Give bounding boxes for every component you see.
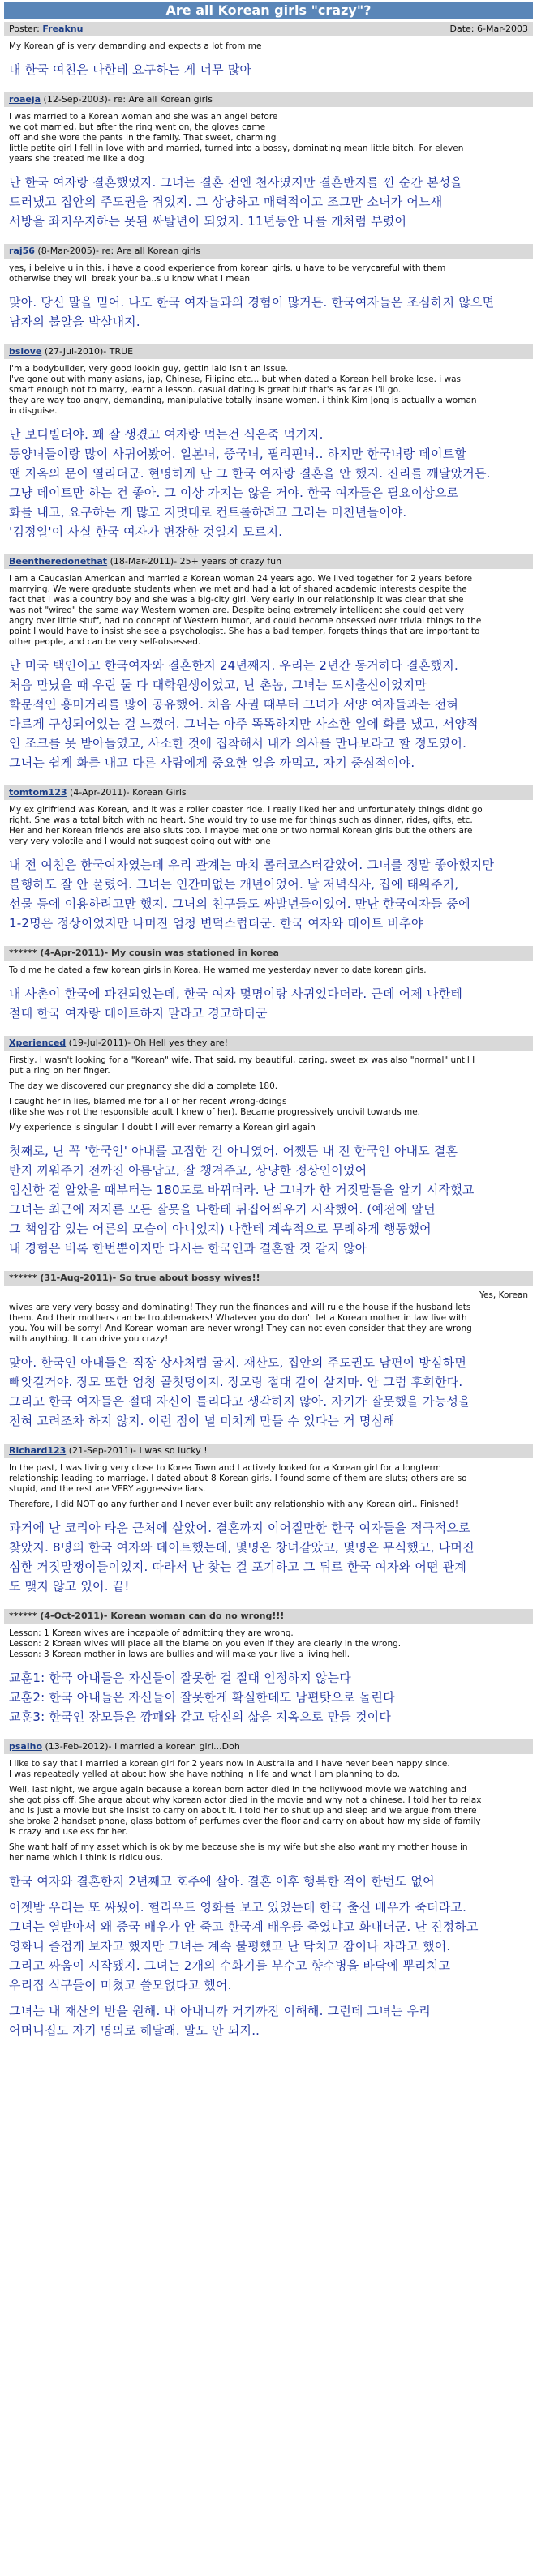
reply-korean-line: 난 미국 백인이고 한국여자와 결혼한지 24년째지. 우리는 2년간 동거하다 결혼했지.	[9, 658, 458, 673]
reply-english-text	[4, 364, 533, 417]
original-post	[4, 41, 533, 88]
reply-korean-line: 그녀는 최근에 저지른 모든 잘못을 나한테 뒤집어씌우기 시작했어. (예전에 알던	[9, 1202, 436, 1217]
reply-korean-line: 그녀는 열받아서 왜 중국 배우가 안 죽고 한국계 배우를 죽였냐고 화내더군. 난 진정하고	[9, 1919, 479, 1934]
reply-date-subject: (13-Feb-2012)- I married a korean girl...Doh	[42, 1741, 240, 1752]
reply-date-subject: ****** (4-Oct-2011)- Korean woman can do no wrong!!!	[9, 1611, 285, 1621]
reply-date-subject: (27-Jul-2010)- TRUE	[41, 346, 134, 357]
reply-korean-line: 내 전 여친은 한국여자였는데 우리 관계는 마치 롤러코스터같았어. 그녀를 정말 좋아했지만	[9, 858, 495, 872]
reply-korean-line: 그녀는 쉽게 화를 내고 다른 사람에게 중요한 일을 까먹고, 자기 중심적이야.	[9, 755, 415, 770]
reply-korean-line: 영화니 즐겁게 보자고 했지만 그녀는 계속 불평했고 난 닥치고 잠이나 자라고 했어.	[9, 1939, 451, 1953]
reply-english-text	[4, 1463, 533, 1510]
reply-korean-translation	[4, 169, 533, 239]
reply-post	[4, 1036, 533, 1266]
reply-english-paragraph: Lesson: 1 Korean wives are incapable of admitting they are wrong. Lesson: 2 Korean wives will place all the blame on you even if they are clearly in the wrong. Lesson: 3 Korean mother in laws are bullies and will make your live a living hell.	[9, 1628, 402, 1659]
reply-korean-line: 어머니집도 자기 명의로 해달래. 말도 안 되지..	[9, 2023, 260, 2038]
reply-post	[4, 554, 533, 781]
reply-korean-translation	[4, 653, 533, 781]
reply-korean-translation	[4, 421, 533, 550]
reply-english-paragraph: She want half of my asset which is ok by me because she is my wife but she also want my mother house in her name which I think is ridiculous.	[9, 1842, 468, 1863]
reply-post	[4, 785, 533, 941]
reply-post	[4, 1609, 533, 1735]
reply-author-link[interactable]: psaiho	[9, 1741, 43, 1752]
post-korean-translation	[4, 57, 533, 88]
reply-korean-line: 그냥 데이트만 하는 건 좋아. 그 이상 가지는 않을 거야. 한국 여자들은 필요이상으로	[9, 486, 459, 500]
thread-meta-bar	[4, 22, 533, 36]
reply-english-text	[4, 1628, 533, 1660]
reply-korean-line: 드러냈고 집안의 주도권을 쥐었지. 그 상냥하고 매력적이고 조그만 소녀가 어느새	[9, 195, 443, 209]
reply-korean-line: 그녀는 내 재산의 반을 원해. 내 아내니까 거기까진 이해해. 그런데 그녀는 우리	[9, 2004, 431, 2018]
reply-korean-line: 동양녀들이랑 많이 사귀어봤어. 일본녀, 중국녀, 필리핀녀.. 하지만 한국녀랑 데이트할	[9, 447, 467, 461]
reply-korean-line: 처음 만났을 때 우린 둘 다 대학원생이었고, 난 촌놈, 그녀는 도시출신이었지만	[9, 678, 427, 692]
reply-english-paragraph: My experience is singular. I doubt I will ever remarry a Korean girl again	[9, 1123, 316, 1132]
reply-english-paragraph: The day we discovered our pregnancy she did a complete 180.	[9, 1081, 278, 1091]
reply-korean-line: 그리고 싸움이 시작됐지. 그녀는 2개의 수화기를 부수고 향수병을 바닥에 뿌리치고	[9, 1958, 451, 1973]
reply-english-paragraph: I like to say that I married a korean girl for 2 years now in Australia and I have never been happy since. I was repeatedly yelled at about how she have nothing in life and what I am planning to do.	[9, 1759, 450, 1779]
reply-korean-line: 도 맺지 않고 있어. 끝!	[9, 1579, 130, 1594]
reply-post	[4, 344, 533, 550]
reply-korean-line: 다르게 구성되어있는 걸 느꼈어. 그녀는 아주 똑똑하지만 사소한 일에 화를 냈고, 서양적	[9, 717, 479, 731]
reply-header	[4, 785, 533, 800]
reply-header	[4, 554, 533, 569]
reply-korean-line: 교훈3: 한국인 장모들은 깡패와 같고 당신의 삶을 지옥으로 만들 것이다	[9, 1709, 392, 1724]
reply-english-paragraph: I'm a bodybuilder, very good lookin guy, gettin laid isn't an issue. I've gone out with many asians, jap, Chinese, Filipino etc... but when dated a Korean hell broke lose. i was smart enough not to marry, learnt a lesson. casual dating is great but that's as far as I'll go. they are way too angry, demanding, manipulative totally insane women. i think Kim Jong is actually a woman in disguise.	[9, 364, 477, 416]
intro-english: My Korean gf is very demanding and expects a lot from me	[9, 41, 262, 51]
reply-date-subject: (18-Mar-2011)- 25+ years of crazy fun	[107, 556, 282, 567]
reply-korean-line: 맞아. 한국인 아내들은 직장 상사처럼 굴지. 재산도, 집안의 주도권도 남편이 방심하면	[9, 1355, 467, 1370]
reply-korean-line: 과거에 난 코리아 타운 근처에 살았어. 결혼까지 이어질만한 한국 여자들을 적극적으로	[9, 1521, 470, 1535]
reply-korean-line: 한국 여자와 결혼한지 2년째고 호주에 살아. 결혼 이후 행복한 적이 한번도 없어	[9, 1874, 435, 1889]
reply-author-link[interactable]: Xperienced	[9, 1038, 67, 1048]
reply-list	[4, 92, 533, 2048]
reply-date-subject: (4-Apr-2011)- Korean Girls	[67, 787, 187, 798]
intro-korean: 내 한국 여친은 나한테 요구하는 게 너무 많아	[9, 62, 252, 77]
reply-korean-translation	[4, 1515, 533, 1604]
reply-korean-line: 인 조크를 못 받아들였고, 사소한 것에 집착해서 내가 의사를 만나보라고 할 정도였어.	[9, 736, 467, 751]
reply-korean-line	[9, 1891, 528, 1898]
reply-date-subject: ****** (4-Apr-2011)- My cousin was stationed in korea	[9, 948, 279, 958]
reply-author-link[interactable]: Richard123	[9, 1445, 67, 1456]
reply-korean-line: 빼앗길거야. 장모 또한 엄청 골칫덩이지. 장모랑 절대 같이 살지마. 안 그럼 후회한다.	[9, 1375, 463, 1389]
reply-english-text	[4, 263, 533, 285]
reply-english-paragraph: In the past, I was living very close to Korea Town and I actively looked for a Korean girl for a longterm relationship leading to marriage. I dated about 8 Korean girls. I found some of them are sluts; others are so stupid, and the rest are VERY aggressive liars.	[9, 1463, 467, 1494]
reply-korean-line: 내 사촌이 한국에 파견되었는데, 한국 여자 몇명이랑 사귀었다더라. 근데 어제 나한테	[9, 986, 463, 1001]
reply-date-subject: (8-Mar-2005)- re: Are all Korean girls	[34, 246, 201, 256]
reply-english-paragraph: I was married to a Korean woman and she was an angel before we got married, but after the ring went on, the gloves came off and she wore the pants in the family. That sweet, charming little petite girl I fell in love with and married, turned into a bossy, dominating mean little bitch. For eleven years she treated me like a dog	[9, 112, 464, 164]
reply-post	[4, 244, 533, 340]
reply-post	[4, 92, 533, 239]
reply-post	[4, 1271, 533, 1439]
reply-header	[4, 946, 533, 961]
reply-korean-line: 서방을 좌지우지하는 못된 싸발년이 되었지. 11년동안 나를 개처럼 부렸어	[9, 214, 407, 229]
reply-korean-line: 맞아. 당신 말을 믿어. 나도 한국 여자들과의 경험이 많거든. 한국여자들은 조심하지 않으면	[9, 295, 495, 310]
reply-korean-line: 우리집 식구들이 미쳤고 쓸모없다고 했어.	[9, 1978, 232, 1992]
reply-header	[4, 244, 533, 259]
poster-name[interactable]: Freaknu	[42, 24, 84, 34]
reply-header	[4, 1036, 533, 1051]
reply-english-paragraph: Firstly, I wasn't looking for a "Korean" wife. That said, my beautiful, caring, sweet ex was also "normal" until I put a ring on her finger.	[9, 1055, 475, 1076]
reply-korean-line: 1-2명은 정상이었지만 나머진 엄청 변덕스럽더군. 한국 여자와 데이트 비추야	[9, 916, 423, 931]
reply-header	[4, 92, 533, 107]
reply-english-paragraph: I caught her in lies, blamed me for all of her recent wrong-doings (like she was not the responsible adult I knew of her). Became progressively uncivil towards me.	[9, 1097, 421, 1117]
reply-korean-line: 난 보디빌더야. 꽤 잘 생겼고 여자랑 먹는건 식은죽 먹기지.	[9, 427, 324, 442]
reply-korean-line: 교훈2: 한국 아내들은 자신들이 잘못한게 확실한데도 남편탓으로 돌린다	[9, 1690, 395, 1705]
reply-korean-translation	[4, 1665, 533, 1735]
reply-english-text	[4, 805, 533, 847]
reply-english-paragraph: Therefore, I did NOT go any further and I never ever built any relationship with any Korean girl.. Finished!	[9, 1500, 459, 1509]
reply-date-subject: ****** (31-Aug-2011)- So true about bossy wives!!	[9, 1273, 260, 1283]
reply-english-paragraph: Well, last night, we argue again because a korean born actor died in the hollywood movie we watching and she got piss off. She argue about why korean actor died in the movie and why not a chinese. I told her to relax and is just a movie but she insist to carry on about it. I told her to shut up and sleep and we argue from there she broke 2 handset phone, glass bottom of perfumes over the floor and carry on about how my side of family is crazy and useless for her.	[9, 1785, 482, 1837]
reply-korean-translation	[4, 289, 533, 340]
reply-korean-translation	[4, 981, 533, 1031]
reply-english-paragraph: My ex girlfriend was Korean, and it was a roller coaster ride. I really liked her and unfortunately things didnt go right. She was a total bitch with no heart. She would try to use me for things such as dinner, rides, gifts, etc. Her and her Korean friends are also sluts too. I maybe met one or two normal Korean girls but the others are very very volotile and I would not suggest going out with one	[9, 805, 483, 846]
reply-author-link[interactable]: tomtom123	[9, 787, 67, 798]
reply-korean-line: 내 경험은 비록 한번뿐이지만 다시는 한국인과 결혼할 것 같지 않아	[9, 1241, 367, 1256]
reply-author-link[interactable]: Beentheredonethat	[9, 556, 108, 567]
reply-header	[4, 1444, 533, 1458]
reply-korean-line: 교훈1: 한국 아내들은 자신들이 잘못한 걸 절대 인정하지 않는다	[9, 1671, 351, 1685]
thread-date: Date: 6-Mar-2003	[449, 24, 528, 34]
reply-date-subject: (21-Sep-2011)- I was so lucky !	[66, 1445, 208, 1456]
reply-korean-translation	[4, 1868, 533, 2048]
page-title: Are all Korean girls "crazy"?	[4, 2, 533, 19]
reply-korean-line: '김정일'이 사실 한국 여자가 변장한 것일지 모르지.	[9, 524, 283, 539]
reply-english-paragraph: I am a Caucasian American and married a Korean woman 24 years ago. We lived together for 2 years before marrying. We were graduate students when we met and had a lot of shared academic interests despite the fact that I was a country boy and she was a big-city girl. Very early in our relationship it was clear that she was not "wired" the same way Western women are. Despite being extremely intelligent she could get very angry over little stuff, had no concept of Western humor, and could become obsessed over trivial things to the point I would have to insist she see a psychologist. She has a bad temper, forgets things that are important to other people, and can be very self-obsessed.	[9, 574, 482, 647]
reply-header	[4, 1609, 533, 1624]
reply-korean-line: 어젯밤 우리는 또 싸웠어. 헐리우드 영화를 보고 있었는데 한국 출신 배우가 죽더라고.	[9, 1900, 467, 1915]
reply-english-text	[4, 965, 533, 976]
page	[4, 2, 533, 2048]
reply-korean-line: 화를 내고, 요구하는 게 많고 지멋대로 컨트롤하려고 그러는 미친년들이야.	[9, 505, 407, 520]
post-english-text	[4, 41, 533, 52]
reply-author-link[interactable]: raj56	[9, 246, 35, 256]
reply-english-text	[4, 574, 533, 648]
reply-author-link[interactable]: bslove	[9, 346, 42, 357]
poster-label: Poster:	[9, 24, 40, 34]
reply-post	[4, 1444, 533, 1604]
reply-korean-line: 그리고 한국 여자들은 절대 자신이 틀리다고 생각하지 않아. 자기가 잘못했을 가능성을	[9, 1394, 470, 1409]
reply-header	[4, 1739, 533, 1754]
reply-date-subject: (19-Jul-2011)- Oh Hell yes they are!	[66, 1038, 229, 1048]
reply-english-paragraph: Told me he dated a few korean girls in Korea. He warned me yesterday never to date korean girls.	[9, 965, 427, 975]
reply-korean-line: 전혀 고려조차 하지 않지. 이런 점이 널 미치게 만들 수 있다는 거 명심해	[9, 1414, 395, 1428]
reply-korean-translation	[4, 1350, 533, 1439]
reply-korean-line: 임신한 걸 알았을 때부터는 180도로 바뀌더라. 난 그녀가 한 거짓말들을 알기 시작했고	[9, 1183, 475, 1197]
reply-date-subject: (12-Sep-2003)- re: Are all Korean girls	[41, 94, 213, 105]
reply-english-text	[4, 1759, 533, 1864]
reply-korean-line: 학문적인 흥미거리를 많이 공유했어. 처음 사귈 때부터 그녀가 서양 여자들과는 전혀	[9, 697, 459, 712]
reply-english-text	[4, 112, 533, 165]
reply-korean-line: 그 책임감 있는 어른의 모습이 아니었지) 나한테 계속적으로 무례하게 행동했어	[9, 1222, 432, 1236]
reply-korean-translation	[4, 852, 533, 941]
reply-korean-translation	[4, 1138, 533, 1266]
reply-korean-line: 불행하도 잘 안 풀렸어. 그녀는 인간미없는 개년이었어. 날 저녁식사, 집에 태워주기,	[9, 877, 459, 892]
reply-korean-line: 반지 끼워주기 전까진 아름답고, 잘 챙겨주고, 상냥한 정상인이었어	[9, 1163, 367, 1178]
reply-korean-line: 땐 지옥의 문이 열리더군. 현명하게 난 그 한국 여자랑 결혼을 안 했지. 진리를 깨달았거든.	[9, 466, 491, 481]
reply-header	[4, 1271, 533, 1286]
reply-korean-line: 선물 등에 이용하려고만 했지. 그녀의 친구들도 싸발년들이었어. 만난 한국여자들 중에	[9, 896, 470, 911]
reply-english-lead: Yes, Korean	[479, 1290, 528, 1300]
reply-korean-line: 절대 한국 여자랑 데이트하지 말라고 경고하더군	[9, 1006, 268, 1021]
reply-korean-line: 심한 거짓말쟁이들이었지. 따라서 난 찾는 걸 포기하고 그 뒤로 한국 여자와 어떤 관계	[9, 1560, 467, 1574]
reply-english-text	[4, 1055, 533, 1133]
reply-author-link[interactable]: roaeja	[9, 94, 41, 105]
reply-korean-line: 남자의 불알을 박살내지.	[9, 315, 140, 329]
reply-korean-line: 난 한국 여자랑 결혼했었지. 그녀는 결혼 전엔 천사였지만 결혼반지를 낀 순간 본성을	[9, 175, 463, 190]
poster-info	[9, 22, 83, 36]
reply-post	[4, 946, 533, 1031]
reply-korean-line: 첫째로, 난 꼭 '한국인' 아내를 고집한 건 아니였어. 어쨌든 내 전 한국인 아내도 결혼	[9, 1144, 458, 1158]
reply-english-paragraph: wives are very very bossy and dominating! They run the finances and will rule the house if the husband lets them. And their mothers can be troublemakers! Whatever you do don't let a Korean mother in law live with you. You will be sorry! And Korean woman are never wrong! They can not even consider that they are wrong with anything. It can drive you crazy!	[9, 1303, 472, 1344]
reply-korean-line	[9, 1995, 528, 2001]
reply-korean-line: 찾았지. 8명의 한국 여자와 데이트했는데, 몇명은 창녀같았고, 몇명은 무식했고, 나머진	[9, 1540, 475, 1555]
reply-header	[4, 344, 533, 359]
reply-english-text	[4, 1290, 533, 1345]
reply-post	[4, 1739, 533, 2048]
reply-english-paragraph: yes, i beleive u in this. i have a good experience from korean girls. u have to be verycareful with them otherwise they will break your ba..s u know what i mean	[9, 263, 446, 284]
